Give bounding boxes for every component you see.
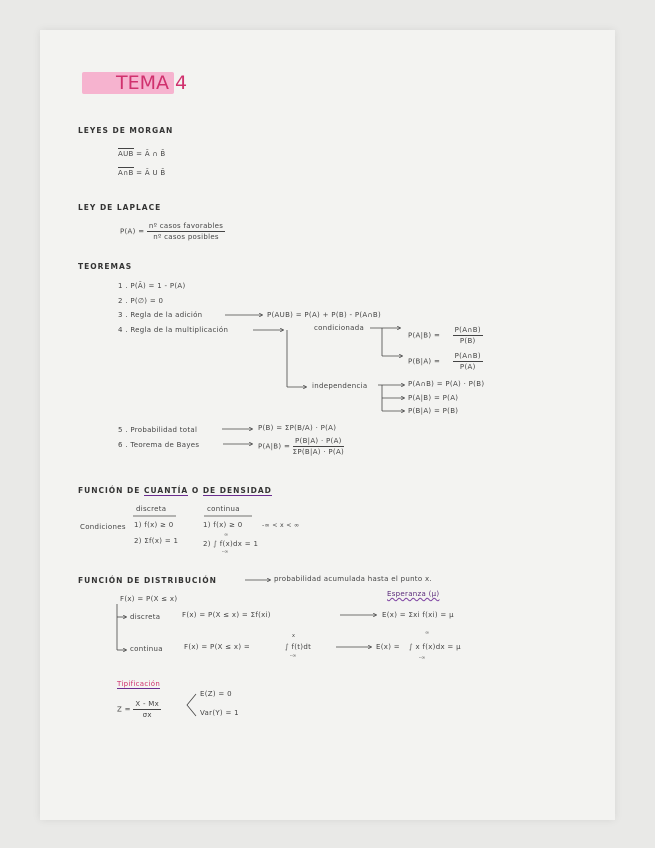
continua-e-lhs: E(x) = [376,643,400,651]
distribucion-discreta-label: discreta [130,613,161,621]
cuantia-int-sup: ∞ [224,532,229,538]
distribucion-fx: F(x) = P(X ≤ x) [120,595,178,603]
distribucion-heading: FUNCIÓN DE DISTRIBUCIÓN [78,576,217,585]
independencia-formula-2: P(A|B) = P(A) [408,394,459,402]
morgan-line-2-rhs: = Ā U B̄ [136,169,166,177]
tipificacion-result-2: Var(Y) = 1 [200,709,239,717]
condicionada-label: condicionada [314,324,365,332]
bayes-den: ΣP(B|A) · P(A) [292,448,345,456]
cuantia-continua-2: 2) ∫ f(x)dx = 1 [203,540,259,548]
continua-e-sup: ∞ [425,630,430,636]
cuantia-continua-1: 1) f(x) ≥ 0 [203,521,243,529]
morgan-heading: LEYES DE MORGAN [78,126,174,135]
continua-e-int: ∫ x f(x)dx = μ [409,643,461,651]
independencia-label: independencia [312,382,368,390]
cond1-num: P(A∩B) [454,326,481,334]
teorema-3-label: 3 . Regla de la adición [118,311,203,319]
teorema-2: 2 . P(∅) = 0 [118,297,164,305]
morgan-line-1-lhs: AUB [118,150,134,158]
tipificacion-den: σx [142,711,152,719]
cuantia-heading-d: DE DENSIDAD [202,486,272,495]
laplace-numerator: nº casos favorables [148,222,224,230]
teoremas-heading: TEOREMAS [78,262,133,271]
bayes-lhs: P(A|B) = [258,442,291,451]
teorema-4-label: 4 . Regla de la multiplicación [118,326,229,334]
morgan-line-2-lhs: A∩B [118,169,134,177]
teorema-6-label: 6 . Teorema de Bayes [118,441,200,449]
cuantia-heading-a: FUNCIÓN DE [78,486,141,495]
cond2-num: P(A∩B) [454,352,481,360]
cuantia-col-continua: continua [207,505,240,513]
morgan-line-1-rhs: = Ā ∩ B̄ [136,150,166,158]
tipificacion-heading-text: Tipificación [117,680,161,688]
distribucion-discreta-e: E(x) = Σxi f(xi) = μ [382,611,454,619]
cuantia-discreta-2: 2) Σf(x) = 1 [134,537,179,545]
page-title: TEMA 4 [116,72,188,94]
independencia-formula-3: P(B|A) = P(B) [408,407,459,415]
distribucion-discreta-formula: F(x) = P(X ≤ x) = Σf(xi) [182,611,271,619]
cond1-lhs: P(A|B) = [408,331,441,340]
cond2-lhs: P(B|A) = [408,357,441,366]
continua-int-sub: -∞ [290,653,297,659]
teorema-3-formula: P(AUB) = P(A) + P(B) - P(A∩B) [267,311,382,319]
cuantia-col-discreta: discreta [136,505,167,513]
cond2-den: P(A) [459,363,476,371]
cuantia-heading-b: CUANTÍA [144,486,189,495]
distribucion-continua-formula: F(x) = P(X ≤ x) = [184,643,251,651]
cuantia-discreta-1: 1) f(x) ≥ 0 [134,521,174,529]
distribucion-continua-label: continua [130,645,163,653]
tipificacion-num: X - Mx [135,700,160,708]
cuantia-int-sub: -∞ [222,549,229,555]
distribucion-desc: probabilidad acumulada hasta el punto x. [274,575,432,583]
cuantia-heading-c: O [191,486,200,495]
cuantia-condiciones: Condiciones [80,523,126,531]
cuantia-continua-range: -∞ < x < ∞ [262,522,300,529]
bayes-num: P(B|A) · P(A) [293,437,344,447]
continua-int-sup: x [292,633,296,639]
independencia-formula-1: P(A∩B) = P(A) · P(B) [408,380,485,388]
teorema-5-formula: P(B) = ΣP(B/A) · P(A) [258,424,337,432]
esperanza-label: Esperanza (μ) [387,590,440,598]
tipificacion-result-1: E(Z) = 0 [200,690,232,698]
tipificacion-lhs: Z = [117,705,131,714]
laplace-heading: LEY DE LAPLACE [78,203,162,212]
continua-e-sub: -∞ [419,655,426,661]
cond1-den: P(B) [459,337,476,345]
laplace-lhs: P(A) = [120,227,145,236]
teorema-1: 1 . P(Ā) = 1 - P(A) [118,282,186,290]
teorema-5-label: 5 . Probabilidad total [118,426,198,434]
tipificacion-chevron [187,694,196,716]
laplace-denominator: nº casos posibles [153,233,219,241]
distribucion-continua-int: ∫ f(t)dt [285,643,312,651]
